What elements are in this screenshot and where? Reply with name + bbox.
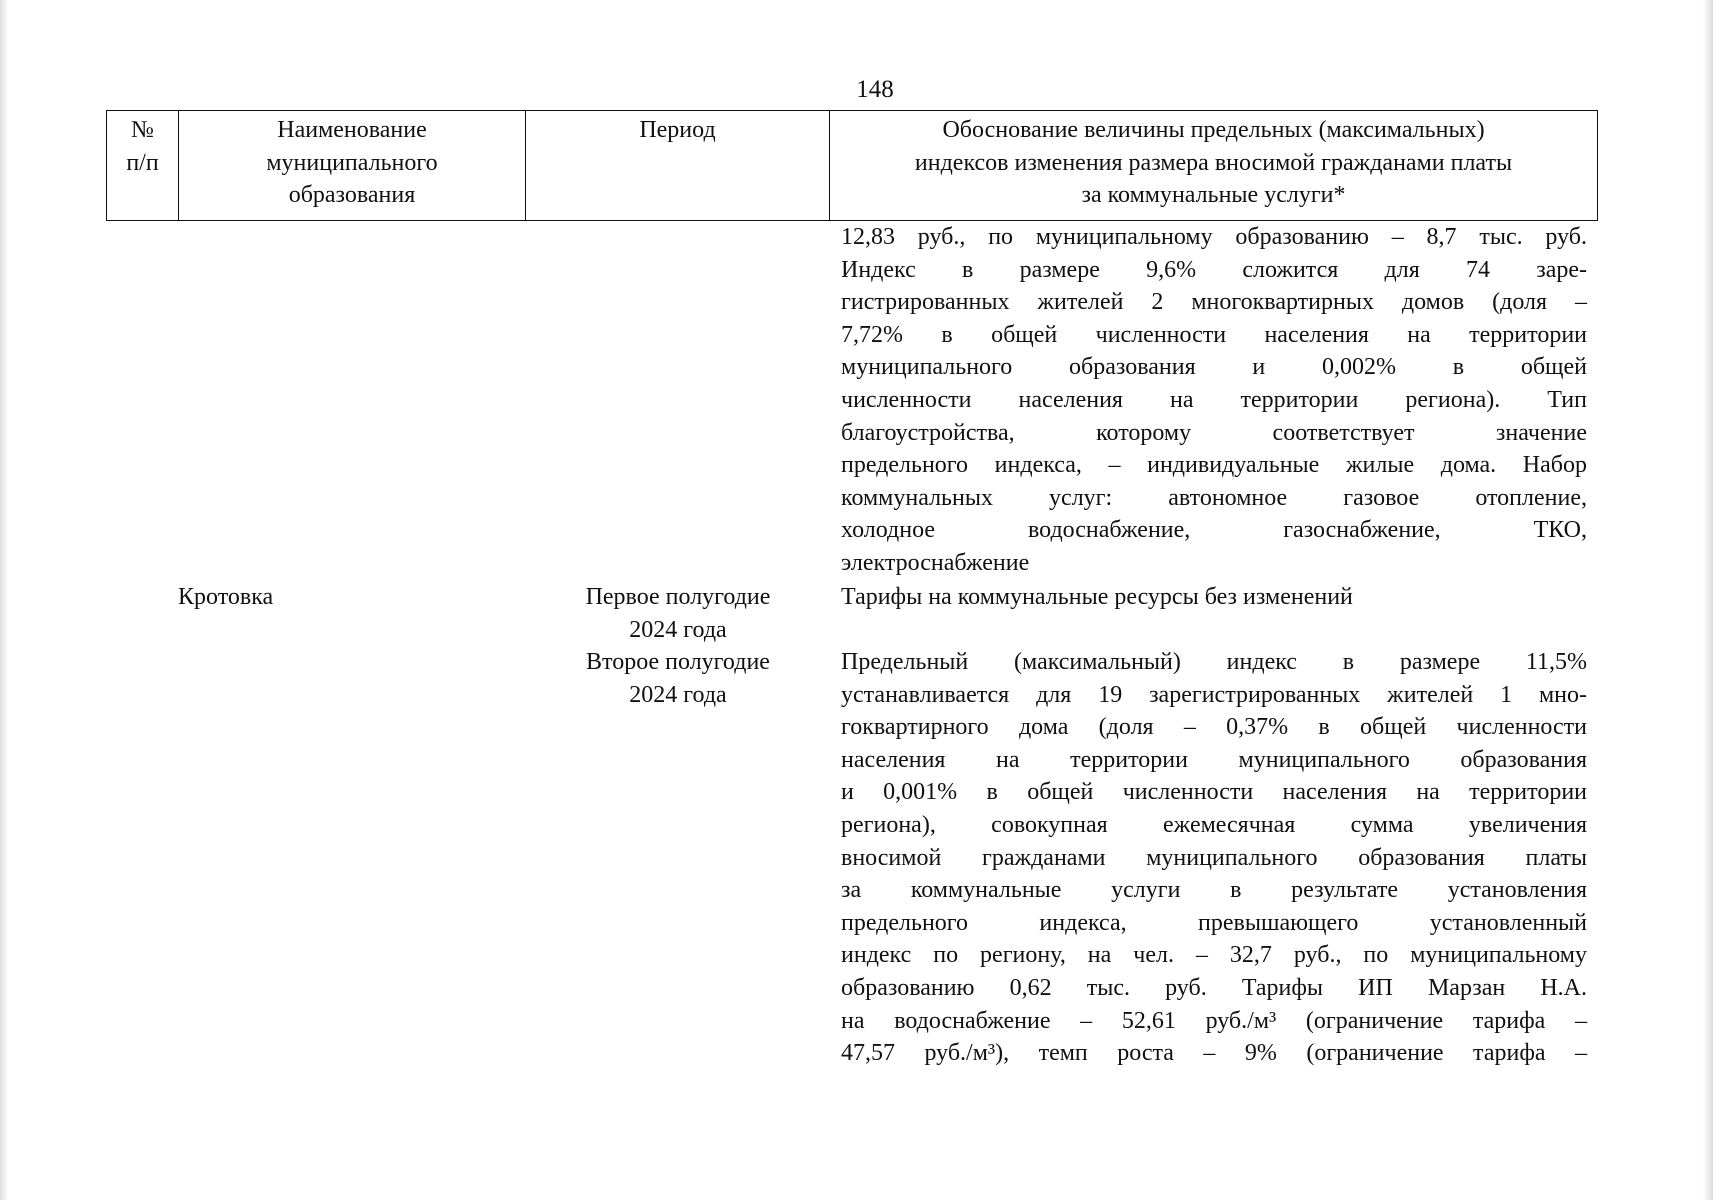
text-line: Тарифы на коммунальные ресурсы без изменений [841,584,1353,610]
period-second-half [536,646,820,711]
period-label-line: 2024 года [629,681,727,708]
scan-edge-left [0,0,8,1200]
text-line: гоквартирного дома (доля – 0,37% в общей численности [841,714,1587,741]
text-line: 12,83 руб., по муниципальному образованию – 8,7 тыс. руб. [841,224,1587,250]
text-line: образованию 0,62 тыс. руб. Тарифы ИП Марзан Н.А. [841,974,1587,1001]
period-label-line: Первое полугодие [585,584,771,610]
text-line: благоустройства, которому соответствует значение [841,419,1587,446]
period-second-half-text [841,646,1587,1070]
text-line: коммунальных услуг: автономное газовое отопление, [841,484,1587,511]
table-header [106,110,1598,221]
header-col-municipality [179,111,526,220]
text-line: электроснабжение [841,549,1030,576]
text-line: населения на территории муниципального образования [841,746,1587,773]
period-label-line: Второе полугодие [586,649,770,675]
header-text-line: Обоснование величины предельных (максимальных) [942,117,1485,143]
period-label-line: 2024 года [629,616,727,643]
header-text-line: № [131,117,154,143]
text-line: численности населения на территории региона). Тип [841,386,1587,413]
header-text-line: Наименование [277,117,427,143]
text-line: гистрированных жителей 2 многоквартирных домов (доля – [841,289,1587,316]
page-number: 148 [856,76,894,103]
text-line: устанавливается для 19 зарегистрированных жителей 1 мно- [841,681,1587,708]
text-line: вносимой гражданами муниципального образования платы [841,844,1587,871]
text-line: муниципального образования и 0,002% в общей [841,354,1587,381]
text-line: предельного индекса, превышающего установленный [841,909,1587,936]
text-line: Предельный (максимальный) индекс в размере 11,5% [841,649,1587,675]
header-text-line: муниципального [266,149,438,176]
text-line: региона), совокупная ежемесячная сумма увеличения [841,811,1587,838]
text-line: на водоснабжение – 52,61 руб./м³ (ограничение тарифа – [841,1007,1587,1034]
header-text-line: п/п [126,149,159,176]
text-line: индекс по региону, на чел. – 32,7 руб., по муниципальному [841,942,1587,969]
period-first-half-text [841,581,1587,614]
header-col-number [107,111,179,220]
header-col-justification [830,111,1597,220]
header-col-period [526,111,830,220]
period-first-half [536,581,820,646]
header-text-line: образования [288,182,416,208]
text-line: предельного индекса, – индивидуальные жилые дома. Набор [841,452,1587,479]
continuation-paragraph [841,221,1587,580]
text-line: холодное водоснабжение, газоснабжение, ТКО, [841,517,1587,544]
text-line: и 0,001% в общей численности населения на территории [841,779,1587,806]
header-text-line: индексов изменения размера вносимой гражданами платы [914,149,1513,176]
text-line: 47,57 руб./м³), темп роста – 9% (ограничение тарифа – [841,1040,1587,1067]
municipality-name: Кротовка [178,584,274,610]
text-line: Индекс в размере 9,6% сложится для 74 заре- [841,256,1587,283]
scan-edge-right [1703,0,1713,1200]
header-text-line: Период [639,117,716,143]
header-text-line: за коммунальные услуги* [1081,182,1346,208]
text-line: за коммунальные услуги в результате установления [841,877,1587,904]
text-line: 7,72% в общей численности населения на территории [841,321,1587,348]
